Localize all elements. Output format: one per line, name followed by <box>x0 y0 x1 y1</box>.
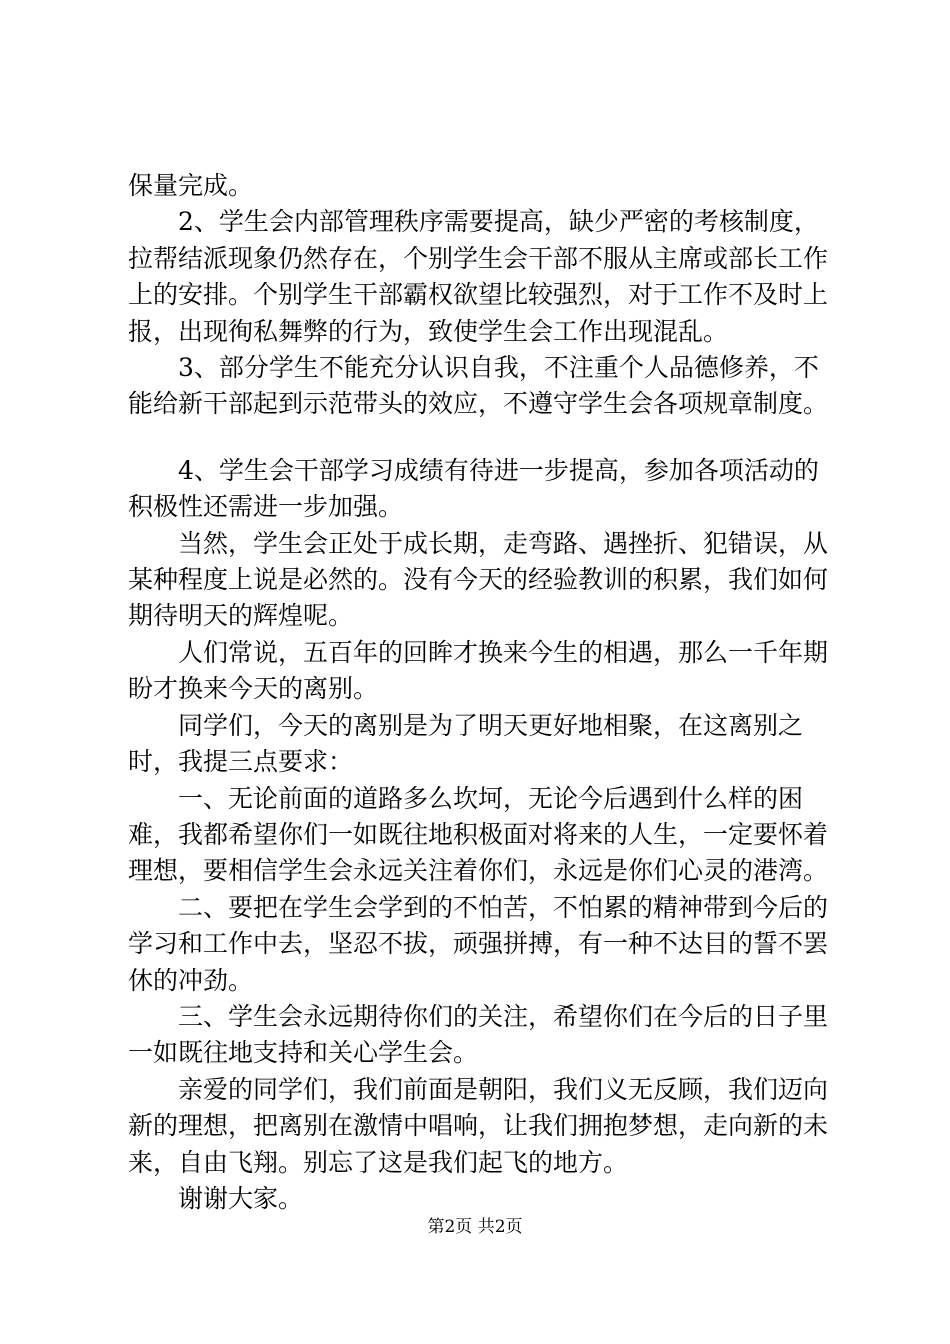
paragraph-item-2: 2、学生会内部管理秩序需要提高，缺少严密的考核制度，拉帮结派现象仍然存在，个别学生会干部不服从主席或部长工作上的安排。个别学生干部霸权欲望比较强烈，对于工作不及时上报，出现徇私舞弊的行为，致使学生会工作出现混乱。 <box>128 207 829 346</box>
paragraph-spacer <box>128 423 828 453</box>
paragraph-requirement-3: 三、学生会永远期待你们的关注，希望你们在今后的日子里一如既往地支持和关心学生会。 <box>128 1001 829 1068</box>
paragraph-item-3: 3、部分学生不能充分认识自我，不注重个人品德修养，不能给新干部起到示范带头的效应，不遵守学生会各项规章制度。 <box>128 353 829 419</box>
paragraph-thanks: 谢谢大家。 <box>128 1183 304 1213</box>
paragraph-item-4: 4、学生会干部学习成绩有待进一步提高，参加各项活动的积极性还需进一步加强。 <box>128 455 819 522</box>
page-number-footer: 第2页 共2页 <box>427 1217 523 1237</box>
paragraph-requirement-1: 一、无论前面的道路多么坎坷，无论今后遇到什么样的困难，我都希望你们一如既往地积极面对将来的人生，一定要怀着理想，要相信学生会永远关注着你们，永远是你们心灵的港湾。 <box>128 783 829 886</box>
document-body <box>128 168 828 1217</box>
paragraph-farewell: 人们常说，五百年的回眸才换来今生的相遇，那么一千年期盼才换来今天的离别。 <box>128 637 829 704</box>
paragraph-closing: 亲爱的同学们，我们前面是朝阳，我们义无反顾，我们迈向新的理想，把离别在激情中唱响，让我们拥抱梦想，走向新的未来，自由飞翔。别忘了这是我们起飞的地方。 <box>128 1074 829 1177</box>
paragraph-requirement-2: 二、要把在学生会学到的不怕苦，不怕累的精神带到今后的学习和工作中去，坚忍不拔，顽强拼搏，有一种不达目的誓不罢休的冲劲。 <box>128 892 829 995</box>
paragraph-requirements-intro: 同学们，今天的离别是为了明天更好地相聚，在这离别之时，我提三点要求： <box>128 710 804 777</box>
paragraph-growth: 当然，学生会正处于成长期，走弯路、遇挫折、犯错误，从某种程度上说是必然的。没有今天的经验教训的积累，我们如何期待明天的辉煌呢。 <box>128 528 829 631</box>
paragraph-continuation: 保量完成。 <box>128 171 254 200</box>
